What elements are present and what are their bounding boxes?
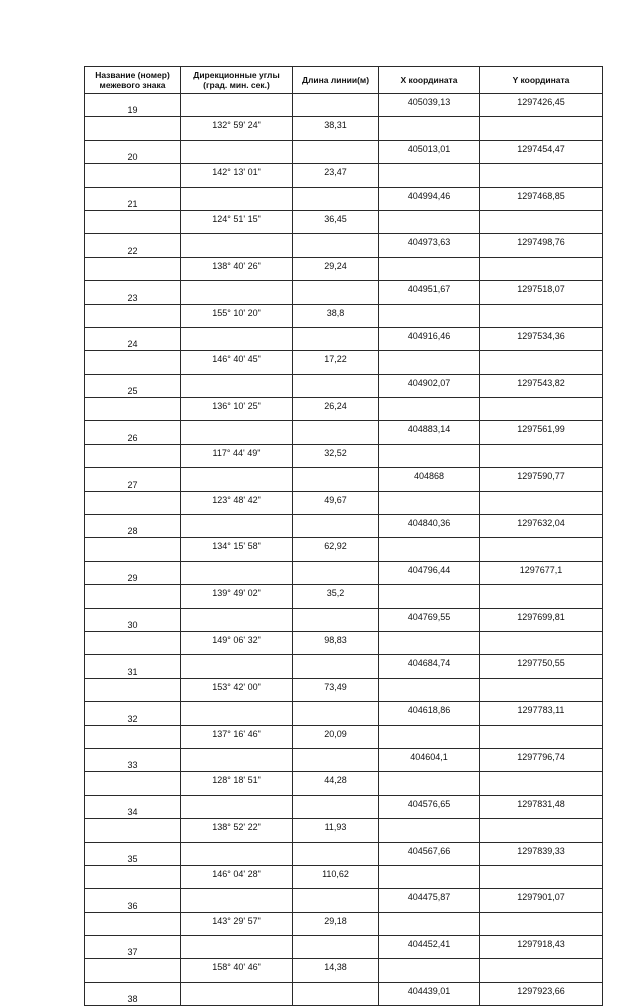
table-row: [85, 234, 603, 257]
empty-cell: [85, 819, 181, 842]
table-row: [85, 795, 603, 818]
table-row: [85, 491, 603, 514]
table-row: [85, 257, 603, 280]
x-coordinate-cell: 404769,55: [379, 608, 480, 631]
empty-cell: [293, 327, 379, 350]
y-coordinate-cell: 1297518,07: [480, 281, 603, 304]
empty-cell: [480, 351, 603, 374]
direction-angle-cell: 136° 10' 25": [181, 398, 293, 421]
x-coordinate-cell: 405013,01: [379, 140, 480, 163]
table-row: [85, 725, 603, 748]
direction-angle-cell: 124° 51' 15": [181, 210, 293, 233]
header-x-coordinate: X координата: [379, 67, 480, 94]
x-coordinate-cell: 404618,86: [379, 702, 480, 725]
empty-cell: [379, 398, 480, 421]
table-header-row: [85, 67, 603, 94]
empty-cell: [293, 842, 379, 865]
table-row: [85, 304, 603, 327]
line-length-cell: 38,8: [293, 304, 379, 327]
table-row: [85, 351, 603, 374]
line-length-cell: 11,93: [293, 819, 379, 842]
point-name-cell: 27: [85, 468, 181, 491]
empty-cell: [379, 819, 480, 842]
x-coordinate-cell: 404576,65: [379, 795, 480, 818]
y-coordinate-cell: 1297923,66: [480, 982, 603, 1005]
empty-cell: [293, 608, 379, 631]
y-coordinate-cell: 1297699,81: [480, 608, 603, 631]
direction-angle-cell: 117° 44' 49": [181, 444, 293, 467]
empty-cell: [379, 491, 480, 514]
empty-cell: [181, 421, 293, 444]
empty-cell: [85, 725, 181, 748]
point-name-cell: 29: [85, 561, 181, 584]
table-row: [85, 842, 603, 865]
empty-cell: [293, 795, 379, 818]
x-coordinate-cell: 404916,46: [379, 327, 480, 350]
empty-cell: [293, 281, 379, 304]
header-line-length: Длина линии(м): [293, 67, 379, 94]
direction-angle-cell: 132° 59' 24": [181, 117, 293, 140]
line-length-cell: 14,38: [293, 959, 379, 982]
direction-angle-cell: 142° 13' 01": [181, 164, 293, 187]
empty-cell: [181, 374, 293, 397]
y-coordinate-cell: 1297796,74: [480, 748, 603, 771]
line-length-cell: 98,83: [293, 631, 379, 654]
table-row: [85, 772, 603, 795]
point-name-cell: 22: [85, 234, 181, 257]
empty-cell: [293, 936, 379, 959]
empty-cell: [85, 912, 181, 935]
y-coordinate-cell: 1297677,1: [480, 561, 603, 584]
empty-cell: [480, 772, 603, 795]
empty-cell: [85, 959, 181, 982]
empty-cell: [85, 210, 181, 233]
empty-cell: [85, 491, 181, 514]
empty-cell: [293, 982, 379, 1005]
table-row: [85, 444, 603, 467]
line-length-cell: 49,67: [293, 491, 379, 514]
empty-cell: [293, 421, 379, 444]
y-coordinate-cell: 1297468,85: [480, 187, 603, 210]
line-length-cell: 23,47: [293, 164, 379, 187]
empty-cell: [85, 257, 181, 280]
point-name-cell: 38: [85, 982, 181, 1005]
empty-cell: [480, 585, 603, 608]
x-coordinate-cell: 404452,41: [379, 936, 480, 959]
direction-angle-cell: 143° 29' 57": [181, 912, 293, 935]
direction-angle-cell: 158° 40' 46": [181, 959, 293, 982]
x-coordinate-cell: 404883,14: [379, 421, 480, 444]
empty-cell: [379, 304, 480, 327]
y-coordinate-cell: 1297632,04: [480, 515, 603, 538]
empty-cell: [379, 257, 480, 280]
table-row: [85, 585, 603, 608]
line-length-cell: 35,2: [293, 585, 379, 608]
empty-cell: [293, 187, 379, 210]
empty-cell: [85, 117, 181, 140]
point-name-cell: 32: [85, 702, 181, 725]
line-length-cell: 62,92: [293, 538, 379, 561]
table-row: [85, 281, 603, 304]
empty-cell: [293, 374, 379, 397]
empty-cell: [181, 702, 293, 725]
empty-cell: [379, 772, 480, 795]
table-row: [85, 631, 603, 654]
line-length-cell: 20,09: [293, 725, 379, 748]
empty-cell: [293, 748, 379, 771]
empty-cell: [480, 117, 603, 140]
table-body: [85, 94, 603, 1006]
empty-cell: [379, 959, 480, 982]
point-name-cell: 23: [85, 281, 181, 304]
y-coordinate-cell: 1297901,07: [480, 889, 603, 912]
empty-cell: [181, 889, 293, 912]
x-coordinate-cell: 404796,44: [379, 561, 480, 584]
point-name-cell: 21: [85, 187, 181, 210]
empty-cell: [379, 912, 480, 935]
y-coordinate-cell: 1297590,77: [480, 468, 603, 491]
empty-cell: [181, 748, 293, 771]
empty-cell: [85, 772, 181, 795]
empty-cell: [480, 304, 603, 327]
table-row: [85, 748, 603, 771]
empty-cell: [85, 164, 181, 187]
empty-cell: [480, 819, 603, 842]
table-row: [85, 982, 603, 1005]
x-coordinate-cell: 404439,01: [379, 982, 480, 1005]
point-name-cell: 26: [85, 421, 181, 444]
direction-angle-cell: 149° 06' 32": [181, 631, 293, 654]
point-name-cell: 36: [85, 889, 181, 912]
y-coordinate-cell: 1297783,11: [480, 702, 603, 725]
empty-cell: [293, 702, 379, 725]
x-coordinate-cell: 404475,87: [379, 889, 480, 912]
empty-cell: [379, 631, 480, 654]
empty-cell: [480, 538, 603, 561]
point-name-cell: 35: [85, 842, 181, 865]
table-row: [85, 959, 603, 982]
direction-angle-cell: 146° 40' 45": [181, 351, 293, 374]
x-coordinate-cell: 404902,07: [379, 374, 480, 397]
y-coordinate-cell: 1297543,82: [480, 374, 603, 397]
direction-angle-cell: 155° 10' 20": [181, 304, 293, 327]
table-row: [85, 655, 603, 678]
line-length-cell: 110,62: [293, 865, 379, 888]
y-coordinate-cell: 1297534,36: [480, 327, 603, 350]
table-row: [85, 678, 603, 701]
empty-cell: [85, 351, 181, 374]
point-name-cell: 33: [85, 748, 181, 771]
empty-cell: [85, 304, 181, 327]
direction-angle-cell: 146° 04' 28": [181, 865, 293, 888]
table-row: [85, 889, 603, 912]
x-coordinate-cell: 404840,36: [379, 515, 480, 538]
empty-cell: [293, 234, 379, 257]
empty-cell: [480, 631, 603, 654]
table-row: [85, 117, 603, 140]
table-row: [85, 421, 603, 444]
empty-cell: [379, 210, 480, 233]
x-coordinate-cell: 404994,46: [379, 187, 480, 210]
y-coordinate-cell: 1297839,33: [480, 842, 603, 865]
empty-cell: [85, 585, 181, 608]
x-coordinate-cell: 404973,63: [379, 234, 480, 257]
table-row: [85, 398, 603, 421]
empty-cell: [379, 725, 480, 748]
empty-cell: [181, 234, 293, 257]
empty-cell: [85, 398, 181, 421]
line-length-cell: 38,31: [293, 117, 379, 140]
empty-cell: [480, 678, 603, 701]
table-row: [85, 164, 603, 187]
empty-cell: [379, 865, 480, 888]
empty-cell: [480, 164, 603, 187]
table-row: [85, 187, 603, 210]
empty-cell: [480, 444, 603, 467]
empty-cell: [293, 561, 379, 584]
table-row: [85, 327, 603, 350]
table-row: [85, 702, 603, 725]
empty-cell: [379, 678, 480, 701]
empty-cell: [379, 164, 480, 187]
empty-cell: [480, 725, 603, 748]
empty-cell: [181, 842, 293, 865]
point-name-cell: 37: [85, 936, 181, 959]
empty-cell: [379, 444, 480, 467]
empty-cell: [293, 515, 379, 538]
empty-cell: [181, 561, 293, 584]
empty-cell: [480, 491, 603, 514]
point-name-cell: 20: [85, 140, 181, 163]
empty-cell: [379, 351, 480, 374]
point-name-cell: 28: [85, 515, 181, 538]
empty-cell: [181, 795, 293, 818]
line-length-cell: 32,52: [293, 444, 379, 467]
empty-cell: [181, 281, 293, 304]
direction-angle-cell: 128° 18' 51": [181, 772, 293, 795]
empty-cell: [85, 865, 181, 888]
table-row: [85, 515, 603, 538]
x-coordinate-cell: 404604,1: [379, 748, 480, 771]
table-row: [85, 819, 603, 842]
empty-cell: [293, 468, 379, 491]
y-coordinate-cell: 1297831,48: [480, 795, 603, 818]
line-length-cell: 73,49: [293, 678, 379, 701]
boundary-coordinates-table: [84, 66, 603, 1006]
header-y-coordinate: Y координата: [480, 67, 603, 94]
empty-cell: [293, 889, 379, 912]
direction-angle-cell: 153° 42' 00": [181, 678, 293, 701]
empty-cell: [181, 655, 293, 678]
table-row: [85, 210, 603, 233]
line-length-cell: 44,28: [293, 772, 379, 795]
point-name-cell: 19: [85, 94, 181, 117]
table-row: [85, 468, 603, 491]
line-length-cell: 29,18: [293, 912, 379, 935]
x-coordinate-cell: 404868: [379, 468, 480, 491]
empty-cell: [480, 257, 603, 280]
table-row: [85, 94, 603, 117]
direction-angle-cell: 134° 15' 58": [181, 538, 293, 561]
table-row: [85, 608, 603, 631]
table-row: [85, 561, 603, 584]
x-coordinate-cell: 404684,74: [379, 655, 480, 678]
empty-cell: [181, 982, 293, 1005]
direction-angle-cell: 123° 48' 42": [181, 491, 293, 514]
x-coordinate-cell: 405039,13: [379, 94, 480, 117]
table-row: [85, 538, 603, 561]
empty-cell: [181, 468, 293, 491]
empty-cell: [480, 210, 603, 233]
line-length-cell: 17,22: [293, 351, 379, 374]
x-coordinate-cell: 404567,66: [379, 842, 480, 865]
empty-cell: [85, 631, 181, 654]
table-row: [85, 865, 603, 888]
y-coordinate-cell: 1297918,43: [480, 936, 603, 959]
table-row: [85, 374, 603, 397]
point-name-cell: 34: [85, 795, 181, 818]
point-name-cell: 31: [85, 655, 181, 678]
line-length-cell: 29,24: [293, 257, 379, 280]
empty-cell: [181, 515, 293, 538]
direction-angle-cell: 138° 40' 26": [181, 257, 293, 280]
x-coordinate-cell: 404951,67: [379, 281, 480, 304]
empty-cell: [480, 959, 603, 982]
empty-cell: [181, 94, 293, 117]
y-coordinate-cell: 1297498,76: [480, 234, 603, 257]
direction-angle-cell: 137° 16' 46": [181, 725, 293, 748]
line-length-cell: 26,24: [293, 398, 379, 421]
line-length-cell: 36,45: [293, 210, 379, 233]
y-coordinate-cell: 1297426,45: [480, 94, 603, 117]
point-name-cell: 25: [85, 374, 181, 397]
header-direction-angle: Дирекционные углы (град. мин. сек.): [181, 67, 293, 94]
empty-cell: [181, 327, 293, 350]
table-row: [85, 912, 603, 935]
empty-cell: [379, 538, 480, 561]
empty-cell: [480, 912, 603, 935]
empty-cell: [293, 140, 379, 163]
point-name-cell: 30: [85, 608, 181, 631]
empty-cell: [480, 865, 603, 888]
empty-cell: [85, 444, 181, 467]
boundary-points-sheet: [84, 66, 602, 1006]
direction-angle-cell: 139° 49' 02": [181, 585, 293, 608]
empty-cell: [293, 94, 379, 117]
table-row: [85, 936, 603, 959]
empty-cell: [85, 678, 181, 701]
empty-cell: [181, 140, 293, 163]
direction-angle-cell: 138° 52' 22": [181, 819, 293, 842]
point-name-cell: 24: [85, 327, 181, 350]
table-row: [85, 140, 603, 163]
empty-cell: [181, 608, 293, 631]
empty-cell: [181, 187, 293, 210]
empty-cell: [379, 585, 480, 608]
empty-cell: [293, 655, 379, 678]
empty-cell: [480, 398, 603, 421]
empty-cell: [379, 117, 480, 140]
header-point-name: Название (номер) межевого знака: [85, 67, 181, 94]
y-coordinate-cell: 1297561,99: [480, 421, 603, 444]
y-coordinate-cell: 1297454,47: [480, 140, 603, 163]
empty-cell: [85, 538, 181, 561]
y-coordinate-cell: 1297750,55: [480, 655, 603, 678]
empty-cell: [181, 936, 293, 959]
